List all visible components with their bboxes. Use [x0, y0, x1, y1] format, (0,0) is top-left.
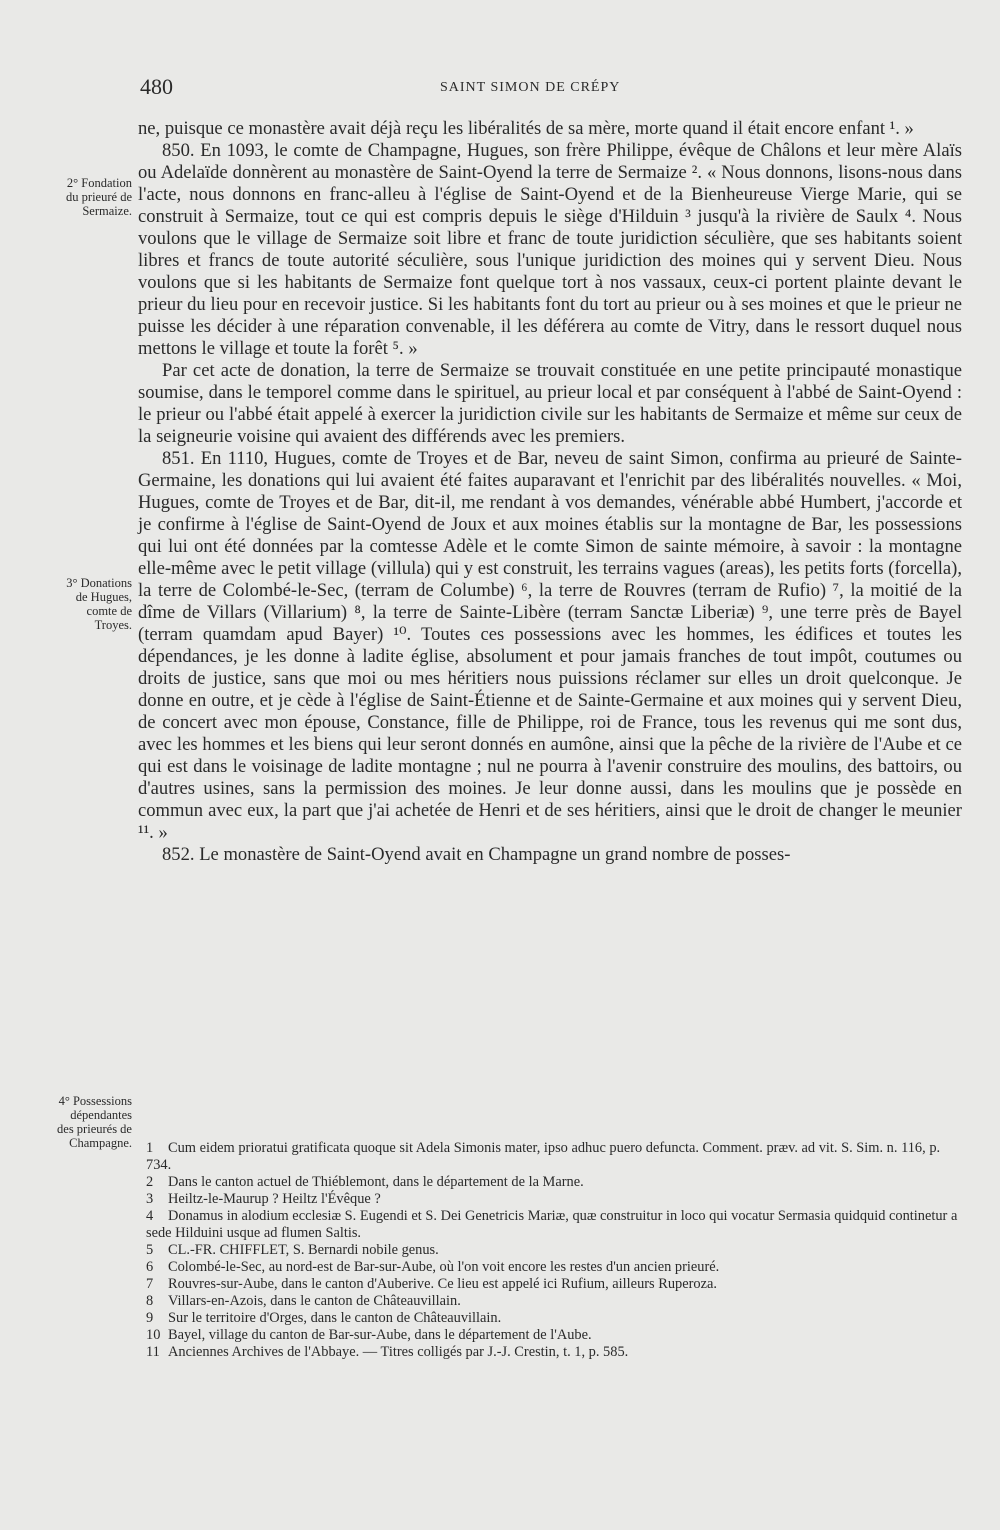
footnote-11: 11 Anciennes Archives de l'Abbaye. — Titres colligés par J.-J. Crestin, t. 1, p. 585.	[146, 1344, 629, 1360]
footnote-6: 6 Colombé-le-Sec, au nord-est de Bar-sur-Aube, où l'on voit encore les restes d'un ancien prieuré.	[146, 1259, 720, 1275]
paragraph-continuation: ne, puisque ce monastère avait déjà reçu les libéralités de sa mère, morte quand il était encore enfant ¹. »	[138, 118, 914, 139]
paragraph-850: 850. En 1093, le comte de Champagne, Hugues, son frère Philippe, évêque de Châlons et leur mère Alaïs ou Adelaïde donnèrent au monastère de Saint-Oyend la terre de Sermaize ². « Nous donnons, lisons-nous dans l'acte, nous donnons en franc-alleu à l'église de Saint-Oyend et de la Bienheureuse Vierge Marie, qui se construit à Sermaize, tout ce qui est compris depuis le siège d'Hilduin ³ jusqu'à la rivière de Saulx ⁴. Nous voulons que le village de Sermaize soit libre et franc de toute juridiction séculière, que ses habitants soient libres et francs de toute autorité séculière, sous l'unique juridiction des moines qui y servent Dieu. Nous voulons que si les habitants de Sermaize font quelque tort à nos vassaux, ceux-ci portent plainte devant le prieur du lieu pour en recevoir justice. Si les habitants font du tort au prieur ou à ses moines et que le prieur ne puisse les décider à une réparation convenable, il les déférera au comte de Vitry, dans le ressort duquel nous mettons le village et toute la forêt ⁵. »	[138, 140, 962, 359]
paragraph-commentary: Par cet acte de donation, la terre de Sermaize se trouvait constituée en une petite principauté monastique soumise, dans le temporel comme dans le spirituel, au prieur local et par conséquent à l'abbé de Saint-Oyend : le prieur ou l'abbé était appelé à exercer la juridiction civile sur les habitants de Sermaize et même sur ceux de la seigneurie voisine qui avaient des différends avec les premiers.	[138, 360, 962, 447]
footnote-5: 5 CL.-FR. CHIFFLET, S. Bernardi nobile genus.	[146, 1242, 439, 1258]
footnote-10: 10 Bayel, village du canton de Bar-sur-Aube, dans le département de l'Aube.	[146, 1327, 592, 1343]
footnote-3: 3 Heiltz-le-Maurup ? Heiltz l'Évêque ?	[146, 1191, 381, 1207]
page-header	[140, 74, 960, 104]
footnote-7: 7 Rouvres-sur-Aube, dans le canton d'Auberive. Ce lieu est appelé ici Rufium, ailleurs Ruperoza.	[146, 1276, 717, 1292]
paragraph-851: 851. En 1110, Hugues, comte de Troyes et de Bar, neveu de saint Simon, confirma au prieuré de Sainte-Germaine, les donations qui lui avaient été faites auparavant et l'enrichit par des libéralités nouvelles. « Moi, Hugues, comte de Troyes et de Bar, dit-il, me rendant à vos demandes, vénérable abbé Humbert, j'accorde et je confirme à l'église de Saint-Oyend de Joux et aux moines établis sur la montagne de Bar, les possessions qui lui ont été données par la comtesse Adèle et le comte Simon de sainte mémoire, à savoir : la montagne elle-même avec le petit village (villula) qui y est construit, les terrains vagues (areas), les petits forts (forcella), la terre de Colombé-le-Sec, (terram de Columbe) ⁶, la terre de Rouvres (terram de Rufio) ⁷, la moitié de la dîme de Villars (Villarium) ⁸, la terre de Sainte-Libère (terram Sanctæ Liberiæ) ⁹, une terre près de Bayel (terram quamdam apud Bayer) ¹⁰. Toutes ces possessions avec les hommes, les édifices et toutes les dépendances, je les donne à ladite église, absolument et pour jamais franches de tout impôt, coutumes ou droits de justice, sans que moi ou mes héritiers nous puissions réclamer sur elles un droit quelconque. Je donne en outre, et je cède à l'église de Saint-Étienne et de Sainte-Germaine et aux moines qui y servent Dieu, de concert avec mon épouse, Constance, fille de Philippe, roi de France, tous les revenus qui me sont dus, avec les hommes et les biens qui leur seront donnés en aumône, ainsi que la pêche de la rivière de l'Aube et ce qui est dans le voisinage de ladite montagne ; nul ne pourra à l'avenir construire des moulins, des battoirs, ou d'autres usines, sans la permission des moines. Je leur donne aussi, dans les moulins que je possède en commun avec eux, la part que j'ai achetée de Henri et de ses héritiers, ainsi que le droit de changer le meunier ¹¹. »	[138, 448, 963, 843]
footnote-4: 4 Donamus in alodium ecclesiæ S. Eugendi et S. Dei Genetricis Mariæ, quæ construitur in loco qui vocatur Sermasia quidquid continetur a sede Hilduini usque ad flumen Saltis.	[146, 1208, 958, 1241]
main-text	[138, 118, 962, 866]
paragraph-852: 852. Le monastère de Saint-Oyend avait en Champagne un grand nombre de posses-	[162, 844, 791, 865]
footnote-2: 2 Dans le canton actuel de Thiéblemont, dans le département de la Marne.	[146, 1174, 584, 1190]
footnote-1: 1 Cum eidem prioratui gratificata quoque sit Adela Simonis mater, ipso adhuc puero defuncta. Comment. præv. ad vit. S. Sim. n. 116, p. 734.	[146, 1140, 941, 1173]
footnotes	[140, 1140, 962, 1361]
margin-note-champagne: 4° Possessions dépendantes des prieurés de Champagne.	[57, 1094, 132, 1150]
margin-note-sermaize: 2° Fondation du prieuré de Sermaize.	[66, 176, 132, 218]
footnote-8: 8 Villars-en-Azois, dans le canton de Châteauvillain.	[146, 1293, 461, 1309]
running-head: SAINT SIMON DE CRÉPY	[440, 80, 621, 95]
footnote-9: 9 Sur le territoire d'Orges, dans le canton de Châteauvillain.	[146, 1310, 502, 1326]
page-number: 480	[140, 74, 173, 99]
margin-note-hugues: 3° Donations de Hugues, comte de Troyes.	[66, 576, 132, 632]
